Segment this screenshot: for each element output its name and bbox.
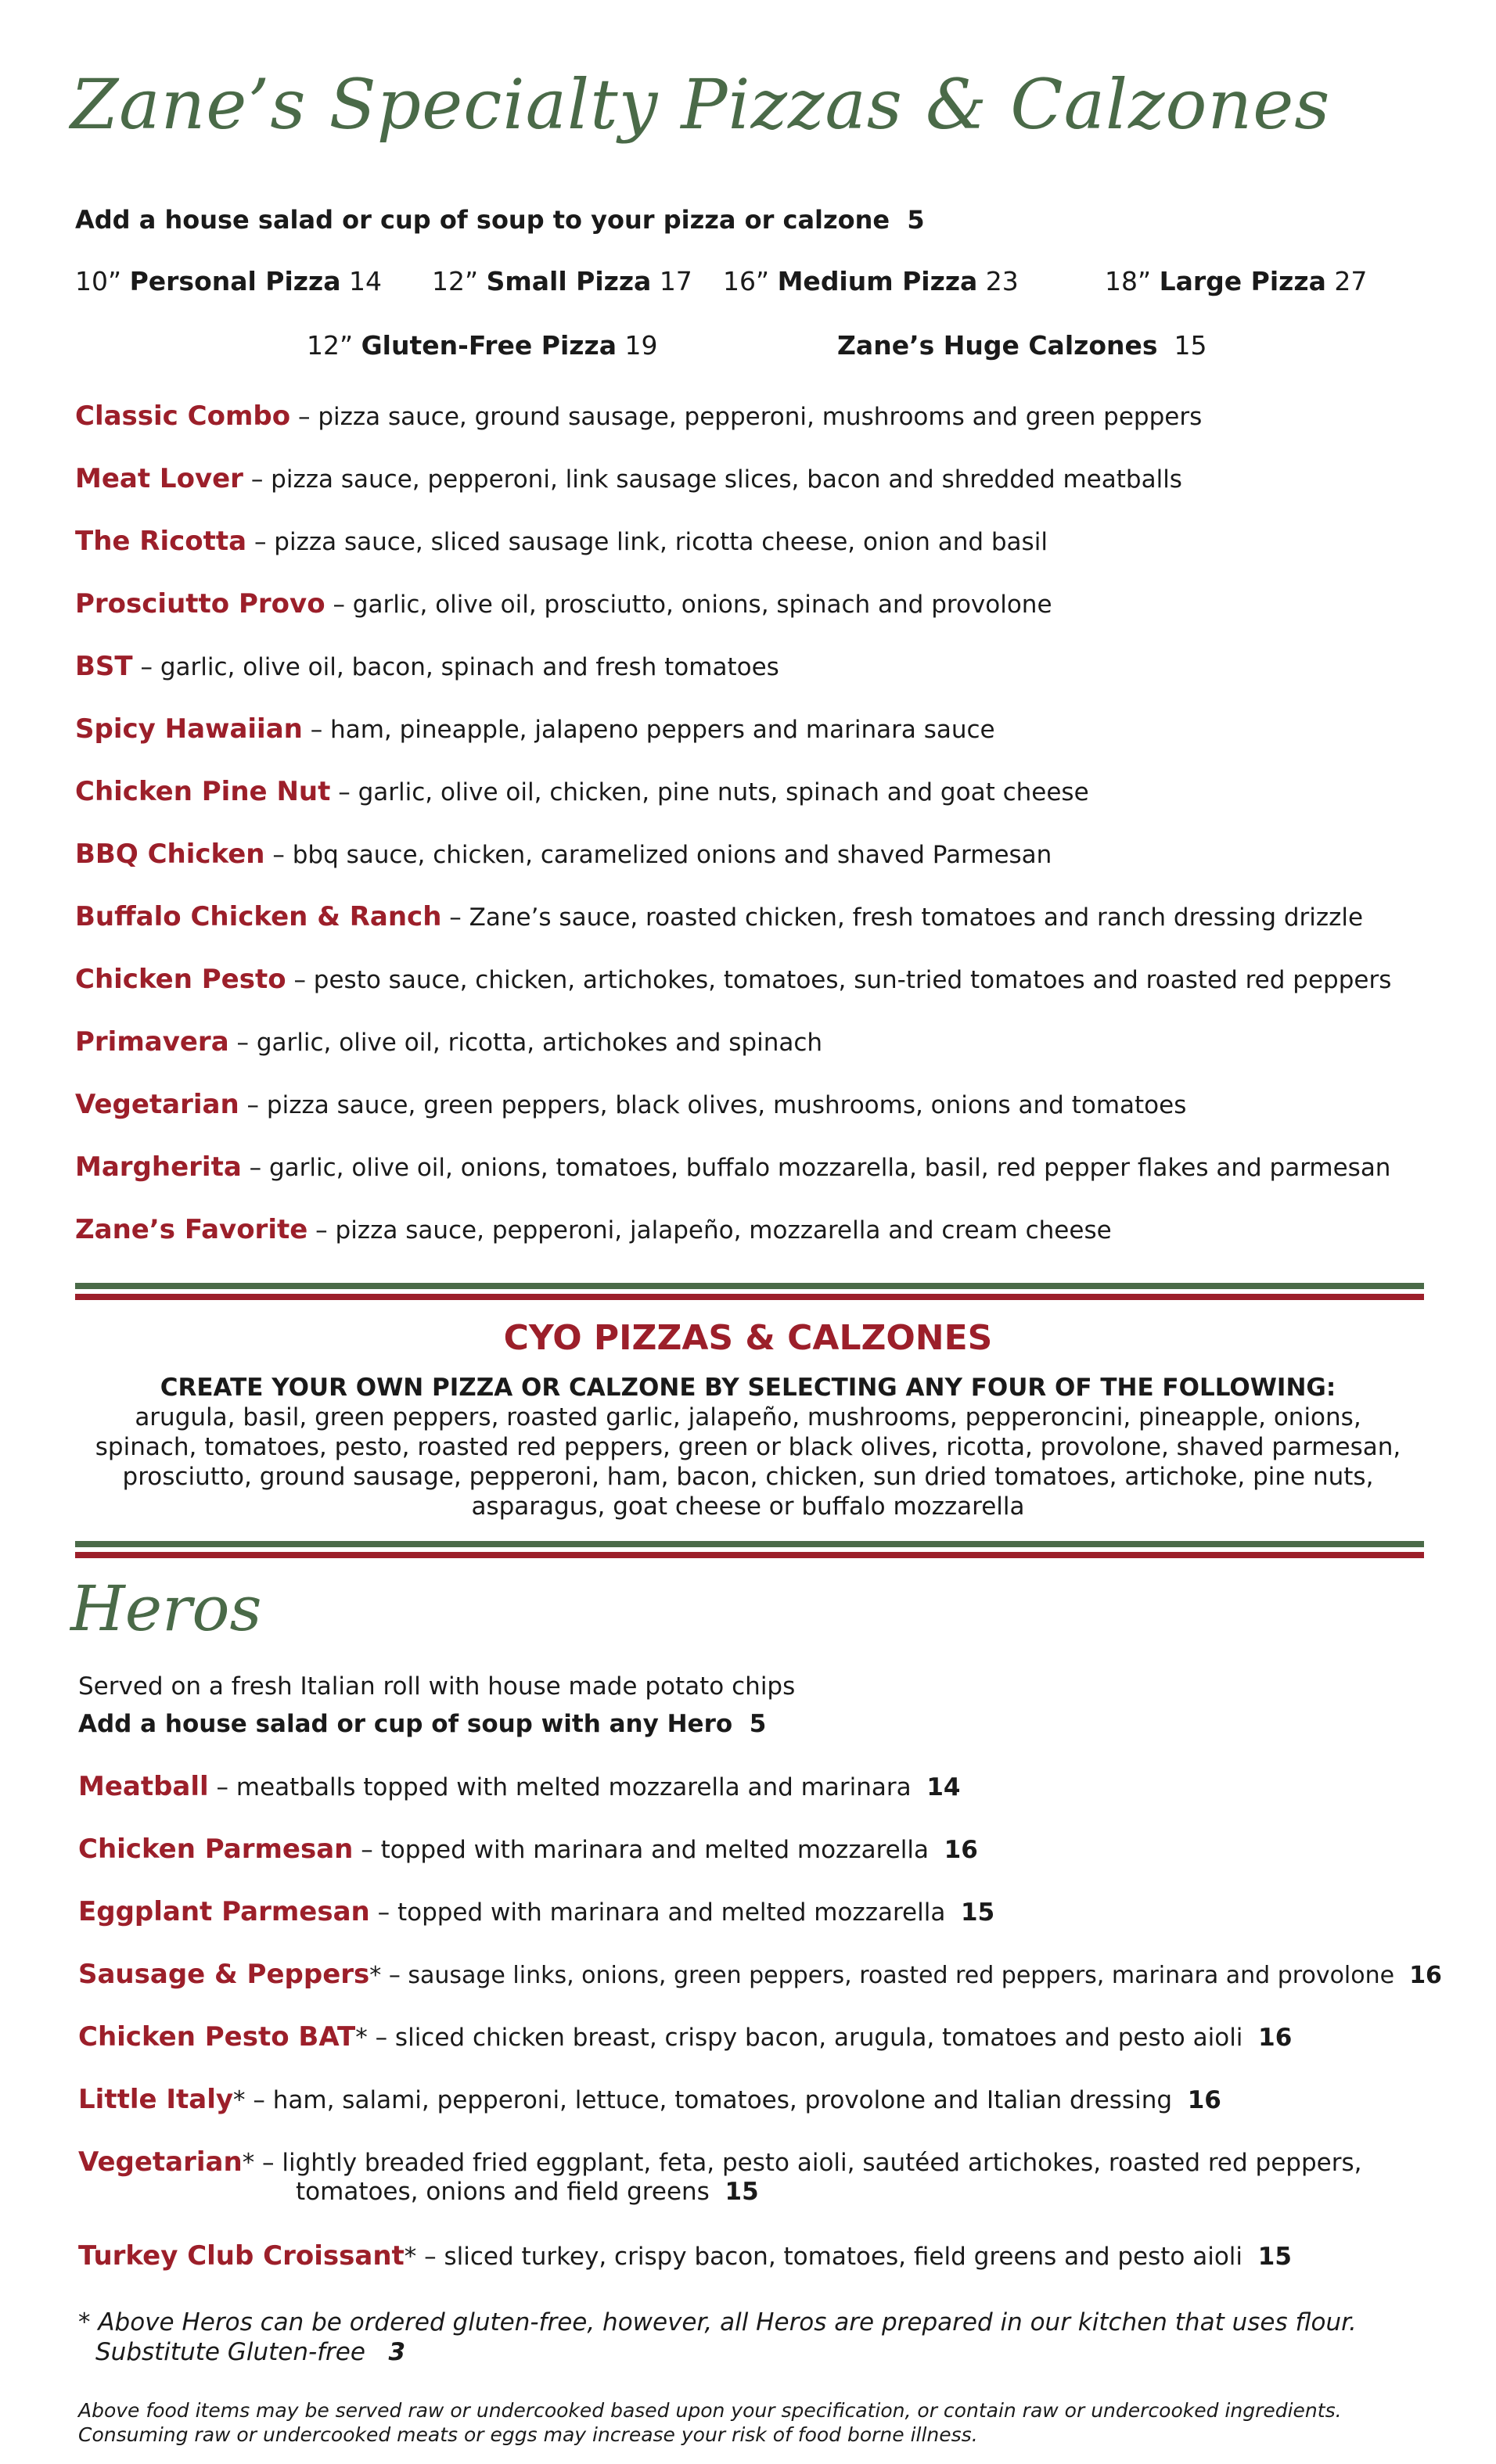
cyo-heading: CREATE YOUR OWN PIZZA OR CALZONE BY SELECTING ANY FOUR OF THE FOLLOWING: [160, 1374, 1336, 1402]
pizza-name: Primavera [75, 1026, 229, 1058]
cyo-line: spinach, tomatoes, pesto, roasted red peppers, green or black olives, ricotta, provolone, shaved parmesan, [95, 1433, 1401, 1461]
hero-price: 16 [1409, 1962, 1442, 1989]
pizza-item [75, 588, 1052, 620]
hero-desc: – lightly breaded fried eggplant, feta, pesto aioli, sautéed artichokes, roasted red peppers, [262, 2149, 1362, 2177]
pizza-desc: – pizza sauce, pepperoni, link sausage slices, bacon and shredded meatballs [250, 465, 1182, 494]
pizza-item [75, 1214, 1112, 1245]
pizza-name: Chicken Pine Nut [75, 776, 331, 807]
hero-price: 15 [725, 2178, 759, 2206]
pizza-item [75, 1089, 1186, 1120]
cyo-line: asparagus, goat cheese or buffalo mozzarella [471, 1492, 1025, 1521]
size-price: 27 [1334, 266, 1368, 296]
pizza-name: The Ricotta [75, 526, 247, 557]
size-name: Zane’s Huge Calzones [837, 330, 1158, 361]
pizza-desc: – pizza sauce, pepperoni, jalapeño, mozzarella and cream cheese [315, 1216, 1112, 1245]
hero-desc: – sausage links, onions, green peppers, roasted red peppers, marinara and provolone [388, 1962, 1395, 1989]
gluten-free-note [78, 2308, 1357, 2367]
pizza-desc: – pizza sauce, sliced sausage link, ricotta cheese, onion and basil [254, 528, 1048, 556]
size-label: 10” [75, 266, 122, 296]
size-name: Gluten-Free Pizza [361, 330, 617, 361]
pizza-item [75, 526, 1048, 557]
hero-item [78, 1771, 960, 1802]
pizza-item [75, 713, 995, 745]
pizza-name: BBQ Chicken [75, 839, 265, 870]
size-gluten-free [307, 330, 657, 361]
section-divider [75, 1541, 1424, 1558]
size-calzone [837, 330, 1207, 361]
pizza-desc: – garlic, olive oil, onions, tomatoes, buffalo mozzarella, basil, red pepper flakes and parmesan [249, 1154, 1391, 1182]
gf-sub-text: Substitute Gluten-free [95, 2338, 365, 2366]
heros-addon-text: Add a house salad or cup of soup with any Hero [78, 1710, 733, 1738]
pizza-desc: – pesto sauce, chicken, artichokes, tomatoes, sun-tried tomatoes and roasted red peppers [293, 966, 1392, 994]
pizza-item [75, 651, 779, 682]
size-price: 17 [659, 266, 692, 296]
pizza-desc: – bbq sauce, chicken, caramelized onions and shaved Parmesan [272, 841, 1052, 869]
pizza-addon-price: 5 [907, 205, 925, 235]
size-personal [75, 266, 382, 296]
hero-item [78, 2021, 1292, 2053]
pizza-name: Prosciutto Provo [75, 588, 325, 620]
hero-name: Chicken Parmesan [78, 1834, 354, 1865]
size-name: Large Pizza [1159, 266, 1326, 296]
section-divider [75, 1283, 1424, 1300]
hero-name: Meatball [78, 1771, 209, 1802]
pizza-name: BST [75, 651, 133, 682]
heros-addon-line [78, 1710, 766, 1738]
disclaimer [78, 2398, 1342, 2447]
hero-price: 16 [1258, 2024, 1293, 2052]
pizza-name: Zane’s Favorite [75, 1214, 308, 1245]
pizza-item [75, 400, 1202, 432]
hero-name: Little Italy [78, 2084, 234, 2115]
hero-price: 16 [1187, 2086, 1221, 2114]
size-name: Medium Pizza [777, 266, 978, 296]
hero-desc: – topped with marinara and melted mozzarella [377, 1898, 946, 1927]
hero-name: Vegetarian [78, 2146, 243, 2178]
disclaimer-line: Above food items may be served raw or undercooked based upon your specification, or contain raw or undercooked ingredients. [78, 2399, 1342, 2422]
pizza-name: Vegetarian [75, 1089, 239, 1120]
heros-title: Heros [70, 1572, 262, 1645]
pizza-addon-text: Add a house salad or cup of soup to your pizza or calzone [75, 205, 890, 235]
size-label: 12” [307, 330, 354, 361]
hero-star: * [233, 2086, 246, 2114]
hero-star: * [242, 2149, 255, 2177]
hero-name: Chicken Pesto BAT [78, 2021, 356, 2053]
pizza-desc: – pizza sauce, ground sausage, pepperoni, mushrooms and green peppers [297, 403, 1203, 431]
cyo-line: arugula, basil, green peppers, roasted garlic, jalapeño, mushrooms, pepperoncini, pineapple, onions, [135, 1403, 1361, 1431]
hero-item [78, 1834, 978, 1865]
pizza-name: Classic Combo [75, 400, 291, 432]
hero-star: * [355, 2024, 368, 2052]
pizza-name: Meat Lover [75, 463, 243, 494]
hero-price: 14 [926, 1773, 961, 1801]
gf-sub-price: 3 [388, 2338, 406, 2366]
hero-star: * [404, 2243, 417, 2271]
pizza-name: Chicken Pesto [75, 964, 286, 995]
cyo-title: CYO PIZZAS & CALZONES [503, 1318, 993, 1358]
hero-item [78, 1896, 994, 1927]
heros-addon-price: 5 [749, 1710, 767, 1738]
pizza-name: Margherita [75, 1151, 242, 1183]
size-medium [723, 266, 1019, 296]
heros-served: Served on a fresh Italian roll with house made potato chips [78, 1672, 796, 1701]
hero-desc: – ham, salami, pepperoni, lettuce, tomatoes, provolone and Italian dressing [253, 2086, 1173, 2114]
pizza-desc: – garlic, olive oil, chicken, pine nuts, spinach and goat cheese [338, 778, 1089, 806]
hero-desc: tomatoes, onions and field greens [296, 2178, 710, 2206]
size-small [432, 266, 692, 296]
pizza-item [75, 964, 1391, 995]
pizza-item [75, 839, 1052, 870]
pizza-desc: – garlic, olive oil, bacon, spinach and fresh tomatoes [140, 653, 779, 681]
pizza-item [75, 1151, 1390, 1183]
pizza-desc: – Zane’s sauce, roasted chicken, fresh tomatoes and ranch dressing drizzle [449, 903, 1364, 932]
hero-item [78, 2240, 1292, 2272]
pizza-desc: – pizza sauce, green peppers, black olives, mushrooms, onions and tomatoes [246, 1091, 1187, 1119]
size-large [1105, 266, 1367, 296]
pizza-item [75, 901, 1363, 932]
cyo-line: prosciutto, ground sausage, pepperoni, ham, bacon, chicken, sun dried tomatoes, artichoke, pine nuts, [122, 1463, 1374, 1491]
hero-name: Sausage & Peppers [78, 1959, 370, 1990]
pizza-desc: – garlic, olive oil, prosciutto, onions, spinach and provolone [333, 591, 1052, 619]
hero-item-continued [296, 2178, 759, 2206]
size-name: Small Pizza [486, 266, 652, 296]
hero-desc: – sliced turkey, crispy bacon, tomatoes, field greens and pesto aioli [424, 2243, 1243, 2271]
pizza-desc: – garlic, olive oil, ricotta, artichokes and spinach [236, 1029, 823, 1057]
size-price: 14 [349, 266, 382, 296]
hero-desc: – topped with marinara and melted mozzarella [361, 1836, 929, 1864]
size-label: 16” [723, 266, 770, 296]
hero-desc: – sliced chicken breast, crispy bacon, arugula, tomatoes and pesto aioli [375, 2024, 1243, 2052]
pizza-item [75, 776, 1089, 807]
size-price: 23 [985, 266, 1019, 296]
pizza-section-title: Zane’s Specialty Pizzas & Calzones [70, 64, 1331, 145]
size-price: 15 [1174, 330, 1207, 361]
hero-item [78, 2146, 1361, 2178]
pizza-name: Buffalo Chicken & Ranch [75, 901, 442, 932]
hero-star: * [369, 1962, 382, 1989]
pizza-name: Spicy Hawaiian [75, 713, 303, 745]
hero-name: Turkey Club Croissant [78, 2240, 405, 2272]
pizza-item [75, 463, 1182, 494]
hero-item [78, 1959, 1442, 1990]
hero-price: 16 [944, 1836, 978, 1864]
hero-price: 15 [961, 1898, 995, 1927]
pizza-desc: – ham, pineapple, jalapeno peppers and marinara sauce [310, 716, 995, 744]
hero-price: 15 [1257, 2243, 1292, 2271]
size-price: 19 [624, 330, 658, 361]
disclaimer-line: Consuming raw or undercooked meats or eggs may increase your risk of food borne illness. [78, 2423, 978, 2446]
hero-desc: – meatballs topped with melted mozzarella and marinara [216, 1773, 912, 1801]
size-label: 12” [432, 266, 479, 296]
size-name: Personal Pizza [129, 266, 341, 296]
gf-note-line: * Above Heros can be ordered gluten-free, however, all Heros are prepared in our kitchen that uses flour. [78, 2308, 1357, 2336]
pizza-item [75, 1026, 822, 1058]
cyo-body [78, 1373, 1418, 1521]
gf-sub-line [78, 2337, 1357, 2367]
hero-name: Eggplant Parmesan [78, 1896, 370, 1927]
pizza-addon-line [75, 205, 925, 235]
size-label: 18” [1105, 266, 1152, 296]
hero-item [78, 2084, 1221, 2115]
